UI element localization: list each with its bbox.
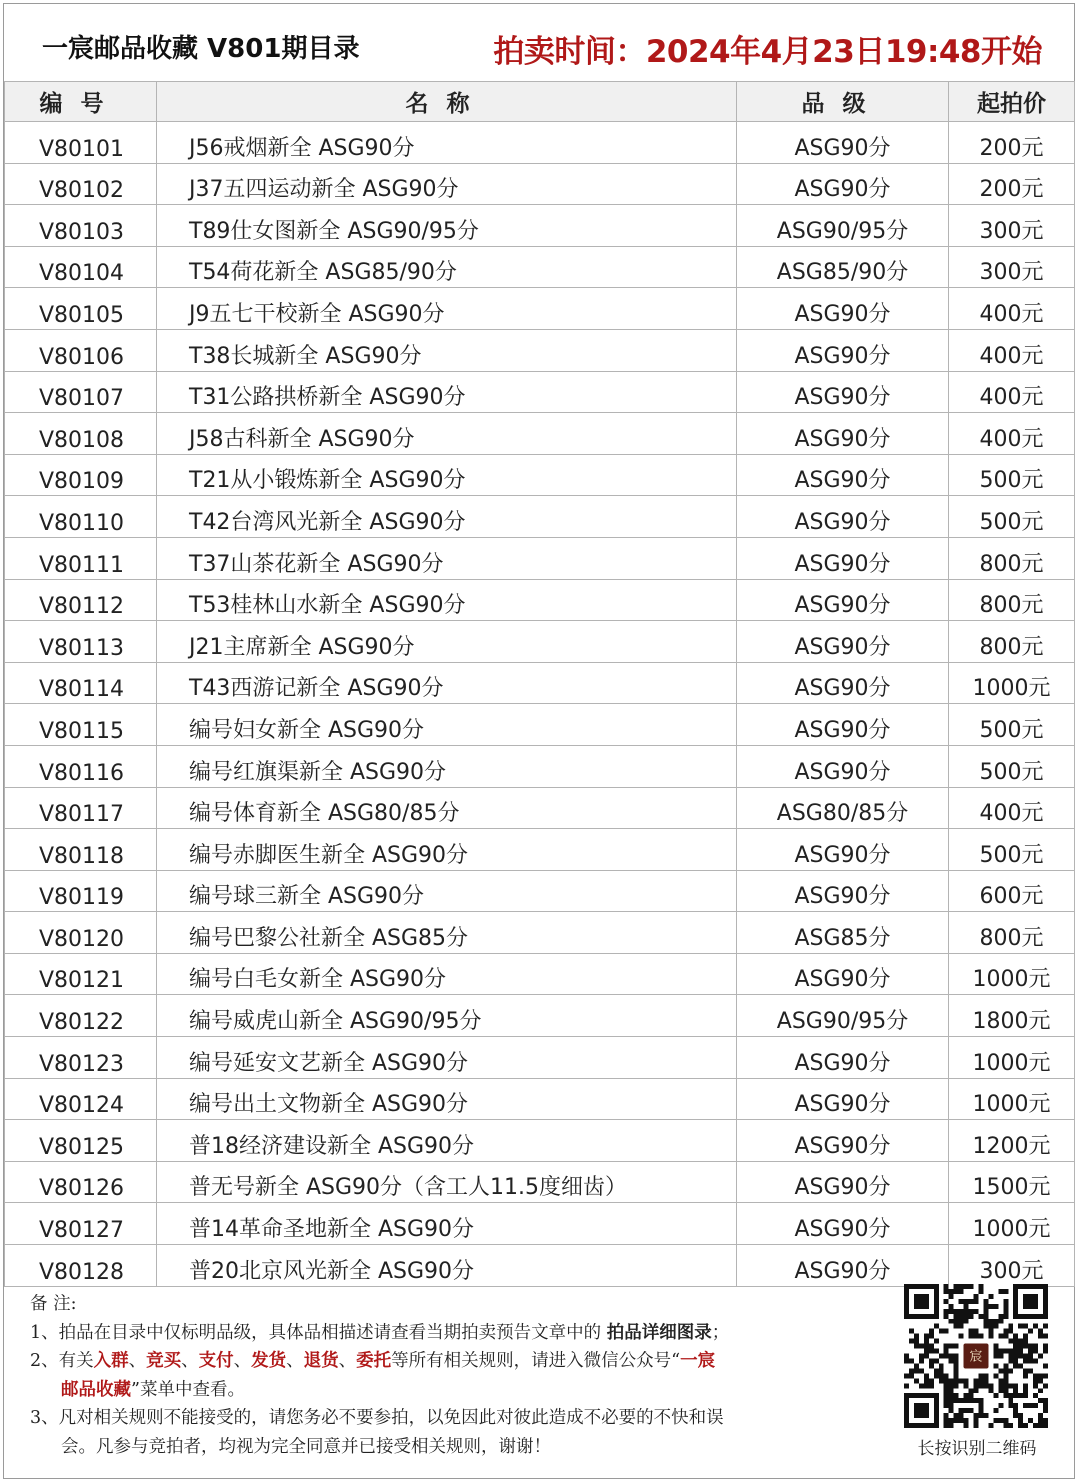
lot-number: V80109 [5, 454, 157, 496]
lot-grade: ASG90分 [737, 537, 949, 579]
table-row [5, 1078, 1075, 1120]
note-2-sep: 、 [233, 1351, 252, 1371]
note-1 [30, 1319, 870, 1348]
lot-name: T31公路拱桥新全 ASG90分 [157, 371, 737, 413]
table-row [5, 246, 1075, 288]
note-2 [30, 1347, 870, 1376]
lot-start-price: 600元 [949, 870, 1075, 912]
lot-name: T89仕女图新全 ASG90/95分 [157, 205, 737, 247]
wechat-qr-code[interactable] [904, 1284, 1048, 1428]
col-header-grade: 品级 [737, 82, 949, 122]
note-2-continued [30, 1376, 870, 1405]
qr-logo-glyph: 宸 [969, 1349, 983, 1365]
lot-grade: ASG80/85分 [737, 787, 949, 829]
table-row [5, 122, 1075, 164]
auction-time: 拍卖时间：2024年4月23日19:48开始 [493, 34, 1042, 70]
lot-name: J9五七干校新全 ASG90分 [157, 288, 737, 330]
lot-grade: ASG90分 [737, 454, 949, 496]
note-2-text-a: 2、有关 [30, 1351, 94, 1371]
lot-grade: ASG90分 [737, 1037, 949, 1079]
lot-name: 普14革命圣地新全 ASG90分 [157, 1203, 737, 1245]
lot-number: V80105 [5, 288, 157, 330]
catalog-title: 一宸邮品收藏 V801期目录 [42, 34, 360, 64]
lot-grade: ASG90分 [737, 496, 949, 538]
lot-name: 编号威虎山新全 ASG90/95分 [157, 995, 737, 1037]
lot-grade: ASG90分 [737, 621, 949, 663]
lot-name: J21主席新全 ASG90分 [157, 621, 737, 663]
table-row [5, 579, 1075, 621]
lot-name: 编号赤脚医生新全 ASG90分 [157, 829, 737, 871]
lot-grade: ASG90分 [737, 870, 949, 912]
table-row [5, 870, 1075, 912]
lot-name: 编号球三新全 ASG90分 [157, 870, 737, 912]
table-row [5, 329, 1075, 371]
note-2-text-c: ”菜单中查看。 [131, 1379, 245, 1400]
lot-start-price: 200元 [949, 122, 1075, 164]
lot-start-price: 1000元 [949, 1203, 1075, 1245]
table-row [5, 787, 1075, 829]
table-row [5, 1203, 1075, 1245]
lot-start-price: 500元 [949, 745, 1075, 787]
note-2-keyword-bid: 竞买 [146, 1351, 182, 1371]
note-2-text-b: 等所有相关规则，请进入微信公众号“ [391, 1351, 681, 1371]
lot-name: T54荷花新全 ASG85/90分 [157, 246, 737, 288]
lot-start-price: 800元 [949, 579, 1075, 621]
lot-number: V80110 [5, 496, 157, 538]
lot-number: V80124 [5, 1078, 157, 1120]
lot-grade: ASG90分 [737, 1245, 949, 1287]
catalog-table [4, 81, 1075, 1287]
lot-name: T38长城新全 ASG90分 [157, 329, 737, 371]
table-row [5, 829, 1075, 871]
lot-name: T53桂林山水新全 ASG90分 [157, 579, 737, 621]
lot-number: V80101 [5, 122, 157, 164]
lot-name: 编号延安文艺新全 ASG90分 [157, 1037, 737, 1079]
table-row [5, 205, 1075, 247]
table-row [5, 537, 1075, 579]
lot-number: V80126 [5, 1161, 157, 1203]
table-row [5, 912, 1075, 954]
lot-grade: ASG90分 [737, 745, 949, 787]
lot-start-price: 400元 [949, 787, 1075, 829]
lot-name: T37山茶花新全 ASG90分 [157, 537, 737, 579]
note-2-account-name-b: 邮品收藏 [61, 1379, 131, 1400]
table-row [5, 1120, 1075, 1162]
note-2-keyword-consign: 委托 [356, 1351, 392, 1371]
lot-start-price: 800元 [949, 621, 1075, 663]
lot-grade: ASG90分 [737, 579, 949, 621]
table-row [5, 704, 1075, 746]
lot-name: 编号巴黎公社新全 ASG85分 [157, 912, 737, 954]
lot-start-price: 200元 [949, 163, 1075, 205]
col-header-price: 起拍价 [949, 82, 1075, 122]
table-row [5, 953, 1075, 995]
table-header-row [5, 82, 1075, 122]
table-row [5, 1245, 1075, 1287]
lot-grade: ASG90/95分 [737, 995, 949, 1037]
table-row [5, 371, 1075, 413]
lot-number: V80118 [5, 829, 157, 871]
lot-grade: ASG90分 [737, 953, 949, 995]
lot-number: V80108 [5, 413, 157, 455]
lot-number: V80127 [5, 1203, 157, 1245]
lot-name: 普18经济建设新全 ASG90分 [157, 1120, 737, 1162]
lot-start-price: 300元 [949, 1245, 1075, 1287]
lot-start-price: 300元 [949, 246, 1075, 288]
lot-name: J56戒烟新全 ASG90分 [157, 122, 737, 164]
col-header-id: 编号 [5, 82, 157, 122]
table-row [5, 995, 1075, 1037]
note-2-keyword-return: 退货 [303, 1351, 339, 1371]
lot-number: V80106 [5, 329, 157, 371]
lot-start-price: 500元 [949, 829, 1075, 871]
lot-start-price: 500元 [949, 704, 1075, 746]
lot-start-price: 400元 [949, 413, 1075, 455]
lot-grade: ASG90分 [737, 329, 949, 371]
lot-grade: ASG90分 [737, 704, 949, 746]
lot-name: 普20北京风光新全 ASG90分 [157, 1245, 737, 1287]
lot-name: 编号出土文物新全 ASG90分 [157, 1078, 737, 1120]
lot-number: V80128 [5, 1245, 157, 1287]
lot-number: V80115 [5, 704, 157, 746]
note-3: 3、凡对相关规则不能接受的，请您务必不要参拍，以免因此对彼此造成不必要的不快和误 [30, 1408, 724, 1428]
note-2-keyword-pay: 支付 [198, 1351, 234, 1371]
qr-caption: 长按识别二维码 [917, 1439, 1037, 1459]
note-2-sep: 、 [338, 1351, 357, 1371]
lot-grade: ASG90分 [737, 1120, 949, 1162]
note-1-end: ； [711, 1322, 730, 1343]
lot-grade: ASG90分 [737, 163, 949, 205]
lot-number: V80122 [5, 995, 157, 1037]
table-row [5, 745, 1075, 787]
lot-number: V80119 [5, 870, 157, 912]
table-row [5, 496, 1075, 538]
lot-start-price: 300元 [949, 205, 1075, 247]
lot-number: V80112 [5, 579, 157, 621]
lot-name: J37五四运动新全 ASG90分 [157, 163, 737, 205]
lot-grade: ASG90分 [737, 413, 949, 455]
lot-start-price: 400元 [949, 288, 1075, 330]
lot-start-price: 800元 [949, 912, 1075, 954]
lot-start-price: 1500元 [949, 1161, 1075, 1203]
lot-grade: ASG85/90分 [737, 246, 949, 288]
lot-number: V80102 [5, 163, 157, 205]
lot-start-price: 1000元 [949, 1037, 1075, 1079]
lot-name: 编号妇女新全 ASG90分 [157, 704, 737, 746]
lot-number: V80121 [5, 953, 157, 995]
lot-grade: ASG90分 [737, 1078, 949, 1120]
lot-name: T42台湾风光新全 ASG90分 [157, 496, 737, 538]
lot-number: V80114 [5, 662, 157, 704]
lot-name: T43西游记新全 ASG90分 [157, 662, 737, 704]
lot-grade: ASG90分 [737, 662, 949, 704]
note-2-sep: 、 [128, 1351, 147, 1371]
lot-start-price: 500元 [949, 496, 1075, 538]
lot-number: V80107 [5, 371, 157, 413]
notes-section [30, 1290, 870, 1461]
lot-grade: ASG85分 [737, 912, 949, 954]
lot-start-price: 1200元 [949, 1120, 1075, 1162]
lot-start-price: 400元 [949, 329, 1075, 371]
lot-start-price: 1000元 [949, 953, 1075, 995]
lot-grade: ASG90分 [737, 1161, 949, 1203]
lot-number: V80103 [5, 205, 157, 247]
lot-name: 编号体育新全 ASG80/85分 [157, 787, 737, 829]
table-row [5, 662, 1075, 704]
table-body [5, 122, 1075, 1287]
lot-grade: ASG90分 [737, 1203, 949, 1245]
note-2-sep: 、 [181, 1351, 199, 1371]
lot-grade: ASG90分 [737, 829, 949, 871]
lot-start-price: 1800元 [949, 995, 1075, 1037]
table-row [5, 1037, 1075, 1079]
col-header-name: 名称 [157, 82, 737, 122]
lot-start-price: 1000元 [949, 1078, 1075, 1120]
note-1-emphasis: 拍品详细图录 [606, 1322, 712, 1343]
lot-number: V80125 [5, 1120, 157, 1162]
lot-number: V80113 [5, 621, 157, 663]
lot-number: V80111 [5, 537, 157, 579]
lot-name: T21从小锻炼新全 ASG90分 [157, 454, 737, 496]
lot-number: V80116 [5, 745, 157, 787]
lot-number: V80117 [5, 787, 157, 829]
lot-number: V80123 [5, 1037, 157, 1079]
table-row [5, 288, 1075, 330]
note-3-continued: 会。凡参与竞拍者，均视为完全同意并已接受相关规则，谢谢！ [61, 1436, 551, 1457]
lot-start-price: 800元 [949, 537, 1075, 579]
note-2-keyword-ship: 发货 [251, 1351, 287, 1371]
note-2-keyword-join: 入群 [93, 1351, 129, 1371]
note-2-account-name-a: 一宸 [680, 1351, 716, 1371]
lot-grade: ASG90分 [737, 122, 949, 164]
table-row [5, 163, 1075, 205]
lot-grade: ASG90分 [737, 371, 949, 413]
table-row [5, 621, 1075, 663]
table-row [5, 413, 1075, 455]
lot-name: 编号白毛女新全 ASG90分 [157, 953, 737, 995]
notes-heading: 备 注: [30, 1294, 77, 1314]
lot-name: 编号红旗渠新全 ASG90分 [157, 745, 737, 787]
table-row [5, 1161, 1075, 1203]
lot-start-price: 1000元 [949, 662, 1075, 704]
lot-number: V80120 [5, 912, 157, 954]
lot-grade: ASG90分 [737, 288, 949, 330]
lot-start-price: 400元 [949, 371, 1075, 413]
lot-number: V80104 [5, 246, 157, 288]
lot-start-price: 500元 [949, 454, 1075, 496]
note-2-sep: 、 [286, 1351, 304, 1371]
lot-name: J58古科新全 ASG90分 [157, 413, 737, 455]
table-row [5, 454, 1075, 496]
lot-name: 普无号新全 ASG90分（含工人11.5度细齿） [157, 1161, 737, 1203]
lot-grade: ASG90/95分 [737, 205, 949, 247]
note-1-text: 1、拍品在目录中仅标明品级，具体品相描述请查看当期拍卖预告文章中的 [30, 1322, 607, 1343]
